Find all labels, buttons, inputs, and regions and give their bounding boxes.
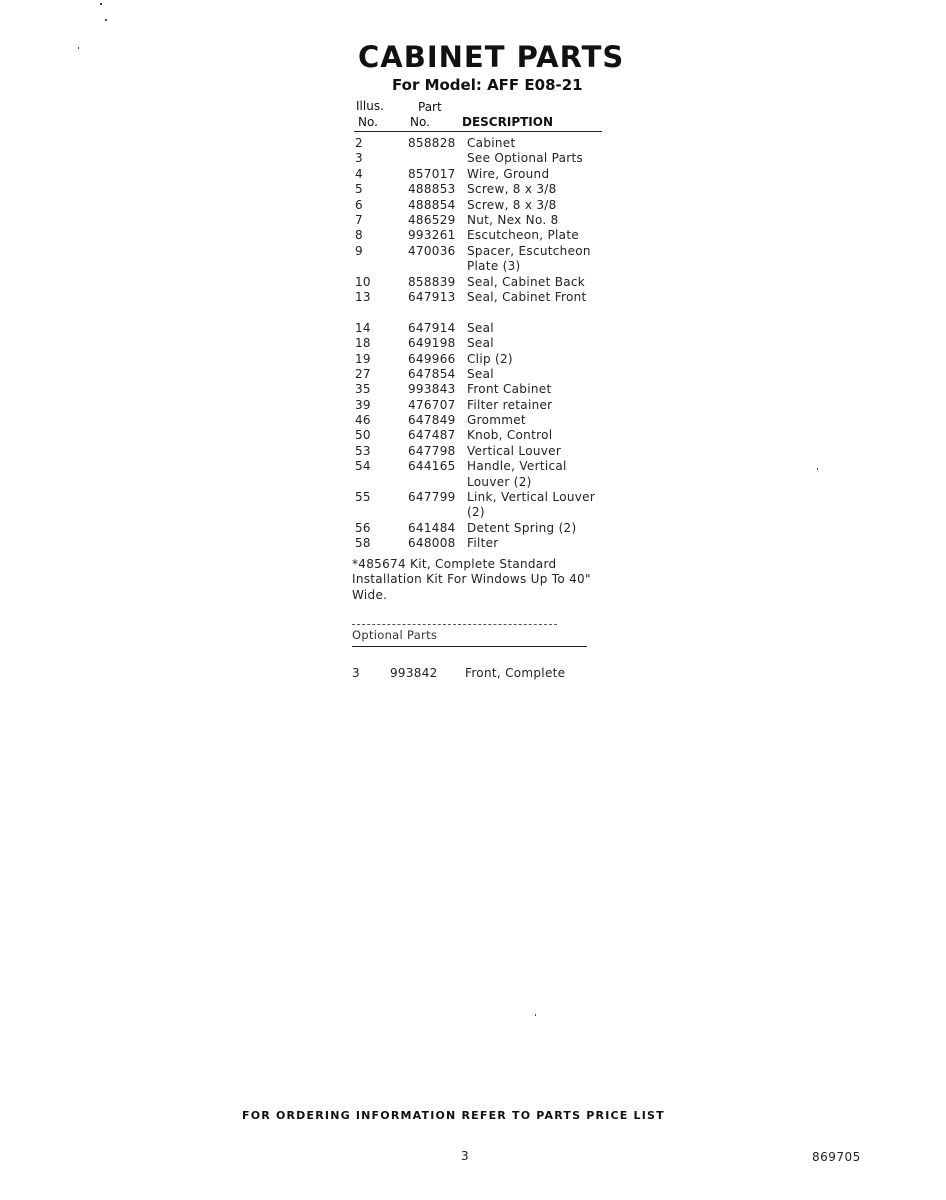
table-row xyxy=(355,336,605,351)
illus-no-cell: 58 xyxy=(355,536,371,551)
illus-no-cell: 46 xyxy=(355,413,371,428)
part-no-cell: 647914 xyxy=(408,320,456,335)
part-no-cell: 647849 xyxy=(408,413,456,428)
illus-no-cell: 5 xyxy=(355,182,363,197)
part-no-cell: 647487 xyxy=(408,428,456,443)
illus-no-cell: 50 xyxy=(355,428,371,443)
part-no-cell: 858828 xyxy=(408,136,456,150)
table-row xyxy=(355,352,605,367)
table-row xyxy=(355,228,605,243)
description-cell: Spacer, Escutcheon Plate (3) xyxy=(467,243,591,274)
part-no-cell: 649198 xyxy=(408,336,456,351)
part-no-cell: 647854 xyxy=(408,366,456,381)
parts-table xyxy=(355,136,605,552)
illus-no-cell: 10 xyxy=(355,274,371,289)
description-cell: Seal, Cabinet Front xyxy=(467,289,587,304)
description-cell: Front Cabinet xyxy=(467,382,552,397)
description-cell: Filter xyxy=(467,536,499,551)
part-no-cell: 857017 xyxy=(408,166,456,181)
part-no-cell: 649966 xyxy=(408,351,456,366)
part-no-cell: 858839 xyxy=(408,274,456,289)
ordering-footer: FOR ORDERING INFORMATION REFER TO PARTS PRICE LIST xyxy=(242,1109,665,1122)
installation-kit-note: *485674 Kit, Complete Standard Installation Kit For Windows Up To 40" Wide. xyxy=(352,557,591,602)
table-row xyxy=(355,459,605,490)
illus-no-cell: 9 xyxy=(355,243,363,258)
illus-header-line1: Illus. xyxy=(356,99,384,113)
table-row xyxy=(355,367,605,382)
description-cell: Seal, Cabinet Back xyxy=(467,274,586,289)
illus-no-cell: 54 xyxy=(355,459,371,474)
illus-no-cell: 7 xyxy=(355,212,363,227)
part-no-cell: 488854 xyxy=(408,197,456,212)
description-cell: Wire, Ground xyxy=(467,166,550,181)
part-no-cell: 993843 xyxy=(408,382,456,397)
page-number: 3 xyxy=(461,1149,469,1163)
optional-parts-label: Optional Parts xyxy=(352,628,438,642)
illus-no-cell: 6 xyxy=(355,197,363,212)
illus-no-cell: 27 xyxy=(355,366,371,381)
part-no-cell: 647799 xyxy=(408,490,456,505)
table-row xyxy=(355,536,605,551)
description-cell: Knob, Control xyxy=(467,428,553,443)
section-divider xyxy=(352,624,557,625)
table-row xyxy=(355,490,605,521)
scan-speck xyxy=(817,468,818,470)
scan-speck xyxy=(535,1014,536,1016)
table-row xyxy=(355,428,605,443)
description-cell: Cabinet xyxy=(467,136,516,150)
part-header-line1: Part xyxy=(418,100,442,114)
illus-no-cell: 3 xyxy=(355,151,363,166)
illus-no-cell: 56 xyxy=(355,520,371,535)
description-cell: Filter retainer xyxy=(467,397,553,412)
illus-no-cell: 8 xyxy=(355,228,363,243)
part-no-cell: 993261 xyxy=(408,228,456,243)
description-cell: Grommet xyxy=(467,413,526,428)
description-cell: Seal xyxy=(467,336,494,351)
description-cell: Seal xyxy=(467,366,494,381)
part-no-cell: 648008 xyxy=(408,536,456,551)
illus-no-cell: 39 xyxy=(355,397,371,412)
description-cell: Clip (2) xyxy=(467,351,513,366)
page-title: CABINET PARTS xyxy=(358,40,625,74)
table-row xyxy=(355,198,605,213)
illus-no-cell: 4 xyxy=(355,166,363,181)
description-cell: Nut, Nex No. 8 xyxy=(467,212,559,227)
scan-speck xyxy=(105,19,107,21)
part-no-cell: 486529 xyxy=(408,212,456,227)
table-row xyxy=(355,321,605,336)
part-no-cell: 647798 xyxy=(408,443,456,458)
illus-no-cell: 14 xyxy=(355,320,371,335)
description-cell: Screw, 8 x 3/8 xyxy=(467,197,557,212)
table-row xyxy=(355,151,605,166)
header-rule xyxy=(354,131,602,132)
description-cell: Detent Spring (2) xyxy=(467,520,577,535)
scan-speck xyxy=(100,3,102,5)
illus-no-cell: 18 xyxy=(355,336,371,351)
table-row xyxy=(355,521,605,536)
optional-description: Front, Complete xyxy=(465,666,566,680)
table-row xyxy=(355,213,605,228)
description-cell: Escutcheon, Plate xyxy=(467,228,580,243)
illus-no-cell: 19 xyxy=(355,351,371,366)
illus-no-cell: 13 xyxy=(355,289,371,304)
illus-no-cell: 2 xyxy=(355,136,363,150)
part-no-cell: 644165 xyxy=(408,459,456,474)
illus-no-cell: 35 xyxy=(355,382,371,397)
illus-no-cell: 53 xyxy=(355,443,371,458)
table-row xyxy=(355,382,605,397)
illus-header-line2: No. xyxy=(358,115,378,129)
table-row xyxy=(355,167,605,182)
description-cell: Seal xyxy=(467,320,494,335)
table-row xyxy=(355,290,605,321)
table-row xyxy=(355,413,605,428)
part-no-cell: 488853 xyxy=(408,182,456,197)
description-cell: Screw, 8 x 3/8 xyxy=(467,182,557,197)
part-no-cell: 641484 xyxy=(408,520,456,535)
illus-no-cell: 55 xyxy=(355,490,371,505)
table-row xyxy=(355,398,605,413)
scan-speck xyxy=(78,47,79,49)
optional-part-no: 993842 xyxy=(390,666,438,680)
part-no-cell: 476707 xyxy=(408,397,456,412)
description-cell: Vertical Louver xyxy=(467,443,562,458)
description-cell: Link, Vertical Louver (2) xyxy=(467,490,596,520)
table-row xyxy=(355,244,605,275)
part-no-cell: 647913 xyxy=(408,289,456,304)
part-header-line2: No. xyxy=(410,115,430,129)
table-row xyxy=(355,136,605,151)
description-cell: Handle, Vertical Louver (2) xyxy=(467,459,567,489)
description-header: DESCRIPTION xyxy=(462,115,554,129)
optional-illus-no: 3 xyxy=(352,666,360,680)
document-number: 869705 xyxy=(812,1150,861,1164)
table-row xyxy=(355,275,605,290)
table-row xyxy=(355,444,605,459)
part-no-cell: 470036 xyxy=(408,243,456,258)
model-subtitle: For Model: AFF E08-21 xyxy=(392,76,583,94)
description-cell: See Optional Parts xyxy=(467,151,584,166)
optional-rule xyxy=(352,646,587,647)
table-row xyxy=(355,182,605,197)
